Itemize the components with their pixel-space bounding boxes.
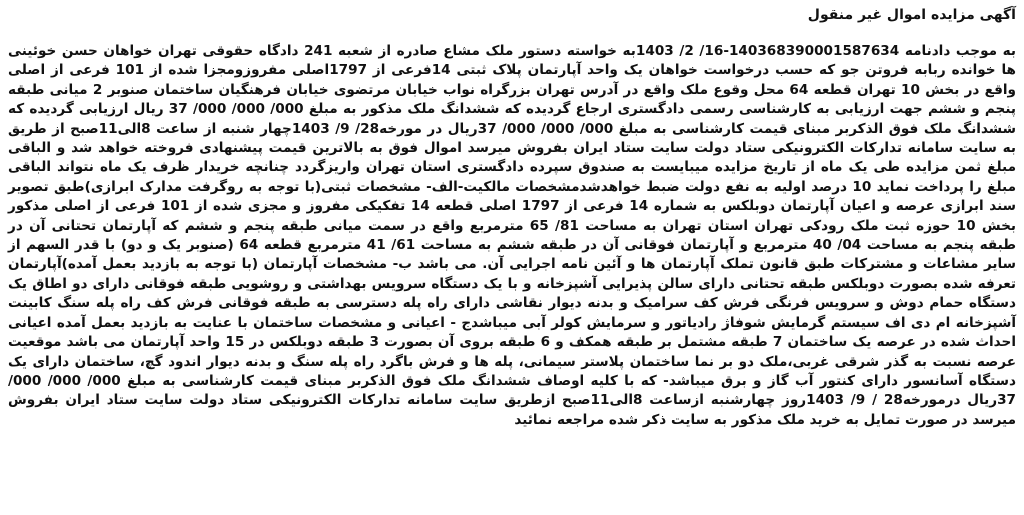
- notice-body: به موجب دادنامه 140368390001587634-16/ 2/ 1403به خواسته دستور ملک مشاع صادره از شعبه 241 دادگاه حقوقی تهران خواهان حسن خوئینی ها خوانده ربابه فروتن جو که حسب درخواست خواهان یک واحد آپارتمان پلاک ثبتی 14فرعی از 1797اصلی مفروزومجزا شده از 101 فرعی از اصلی واقع در بخش 10 تهران قطعه 64 محل وقوع ملک واقع در آدرس تهران بزرگراه نواب خیابان مرتضوی خیابان فرهنگیان ساختمان صنوبر 2 میانی طبقه پنجم و ششم جهت ارزیابی به کارشناسی رسمی دادگستری ارجاع گردیده که ششدانگ ملک مذکور به مبلغ 000/ 000/ 000/ 37 ریال ارزیابی گردیده که ششدانگ ملک فوق الذکربر مبنای قیمت کارشناسی به مبلغ 000/ 000/ 000/ 37ریال در مورخه28/ 9/ 1403چهار شنبه از ساعت 8الی11صبح از طریق به سایت سامانه تدارکات الکترونیکی ستاد دولت سایت ستاد ایران بفروش میرسد اموال فوق به بالاترین قیمت پیشنهادی فروخته خواهد شد و الباقی مبلغ ثمن مزایده طی یک ماه از تاریخ مزایده میبایست به صندوق سپرده دادگستری استان تهران واریزگردد چنانچه خریدار ظرف یک ماه نتواند الباقی مبلغ را پرداخت نماید 10 درصد اولیه به نفع دولت ضبط خواهدشدمشخصات مالکیت-الف- مشخصات ثبتی(با توجه به روگرفت مدارک ابرازی)طبق تصویر سند ابرازی عرصه و اعیان آپارتمان دوبلکس به شماره 14 فرعی از 1797 اصلی قطعه 14 تفکیکی مفروز و مجزی شده از 101 فرعی از اصلی مذکور بخش 10 حوزه ثبت ملک رودکی تهران استان تهران به مساحت 81/ 65 مترمربع واقع در سمت میانی طبقه پنجم و ششم که آپارتمان تحتانی آن در طبقه پنجم به مساحت 04/ 40 مترمربع و آپارتمان فوقانی آن در طبقه ششم به مساحت 61/ 41 مترمربع قطعه 64 (صنوبر یک و دو) با قدر السهم از سایر مشاعات و مشترکات طبق قانون تملک آپارتمان ها و آئین نامه اجرایی آن. می باشد ب- مشخصات آپارتمان (با توجه به بازدید بعمل آمده)آپارتمان تعرفه شده بصورت دوبلکس طبقه تحتانی دارای سالن پذیرایی آشپزخانه و با یک دستگاه سرویس بهداشتی و روشویی طبقه فوقانی دارای دو اطاق یک دستگاه حمام دوش و سرویس فرنگی فرش کف سرامیک و بدنه دیوار نقاشی دارای راه پله دسترسی به طبقه فوقانی فرش کف راه پله سنگ کابینت آشپزخانه ام دی اف سیستم گرمایش شوفاژ رادیاتور و سرمایش کولر آبی میباشدج - اعیانی و مشخصات ساختمان با عنایت به بازدید بعمل آمده اعیانی احداث شده در عرصه یک ساختمان 7 طبقه مشتمل بر طبقه همکف و 6 طبقه بروی آن بصورت 3 طبقه دوبلکس در 15 واحد آپارتمان می باشد موقعیت عرصه نسبت به گذر شرقی غربی،ملک دو بر نما ساختمان پلاستر سیمانی، پله ها و فرش باگرد راه پله سنگ و بدنه دیوار اندود گچ، ساختمان دارای یک دستگاه آسانسور دارای کنتور آب گاز و برق میباشد- که با کلیه اوصاف ششدانگ ملک فوق الذکربر مبنای قیمت کارشناسی به مبلغ 000/ 000/ 000/ 37ریال درمورخه28 / 9/ 1403روز چهارشنبه ازساعت 8الی11صبح ازطریق سایت سامانه تدارکات الکترونیکی ستاد دولت سایت ستاد ایران بفروش میرسد در صورت تمایل به خرید ملک مذکور به سایت ذکر شده مراجعه نمائید: [8, 43, 1017, 428]
- notice-title: آگهی مزایده اموال غیر منقول: [807, 7, 1016, 23]
